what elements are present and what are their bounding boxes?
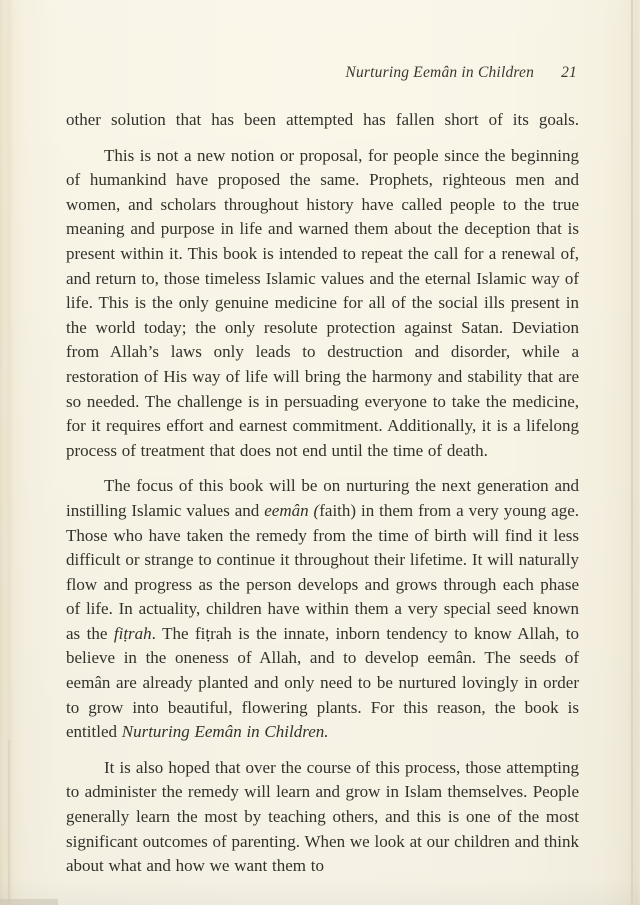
page-right-edge [631, 0, 633, 905]
paragraph [66, 756, 579, 879]
running-header [345, 64, 577, 82]
text-run: . The fiṭrah is the innate, inborn tendency to know Allah, to believe in the oneness of Allah, and to develop eemân. The seeds of eemân are already planted and only need to be nurtured lovingly in order to grow into beautiful, flowering plants. For this reason, the book is entitled [66, 623, 579, 742]
text-run: It is also hoped that over the course of this process, those attempting to administer the remedy will learn and grow in Islam themselves. People generally learn the most by teaching others, and this is one of the most significant outcomes of parenting. When we look at our children and think about what and how we want them to [66, 757, 579, 876]
paragraph [66, 108, 579, 133]
page-body [66, 108, 579, 890]
page-left-edge [8, 740, 10, 905]
text-run: other solution that has been attempted has fallen short of its goals. [66, 110, 579, 129]
page-number: 21 [561, 64, 577, 81]
text-run: eemân ( [264, 500, 320, 520]
text-run: The focus of this book will be on nurturing the next generation and instilling Islamic values and [66, 476, 579, 520]
text-run: faith) in them from a very young age. Those who have taken the remedy from the time of birth will find it less difficult or strange to continue it throughout their lifetime. It will naturally flow and progress as the person develops and grows through each phase of life. In actuality, children have within them a very special seed known as the [66, 500, 580, 643]
text-run: Nurturing Eemân in Children. [121, 722, 329, 742]
paragraph [66, 474, 579, 745]
text-run: fiṭrah [113, 623, 152, 643]
running-header-title: Nurturing Eemân in Children [345, 64, 535, 81]
text-run: This is not a new notion or proposal, for people since the beginning of humankind have proposed the same. Prophets, righteous men and women, and scholars throughout history have called people to the true meaning and purpose in life and warned them about the deception that is present within it. This book is intended to repeat the call for a renewal of, and return to, those timeless Islamic values and the eternal Islamic way of life. This is the only genuine medicine for all of the social ills present in the world today; the only resolute protection against Satan. Deviation from Allah’s laws only leads to destruction and disorder, while a restoration of His way of life will bring the harmony and stability that are so needed. The challenge is in persuading everyone to take the medicine, for it requires effort and earnest commitment. Additionally, it is a lifelong process of treatment that does not end until the time of death. [66, 145, 579, 460]
paragraph [66, 144, 579, 464]
page-bottom-edge [0, 899, 58, 905]
